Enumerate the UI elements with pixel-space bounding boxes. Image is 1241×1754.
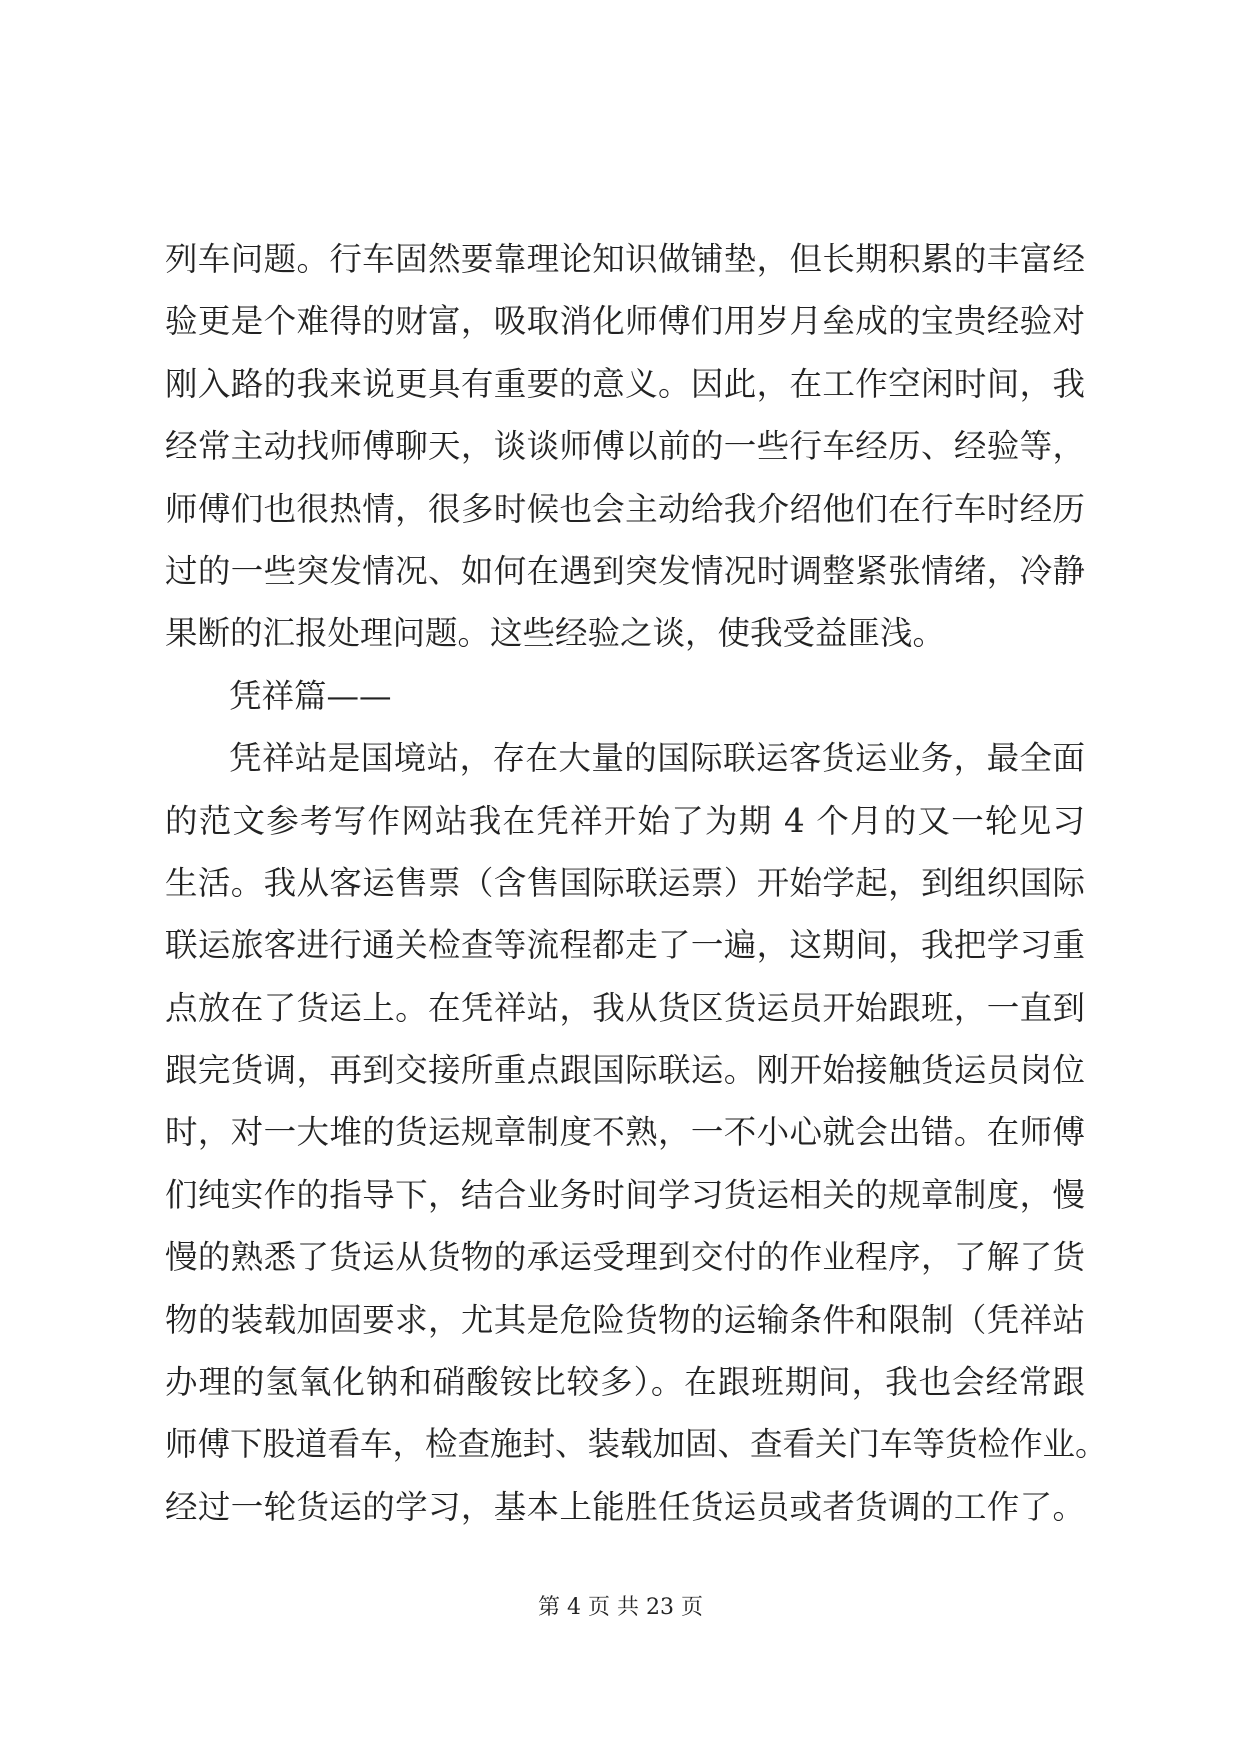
text-line: 物的装载加固要求，尤其是危险货物的运输条件和限制（凭祥站	[165, 1300, 1085, 1339]
text-line: 点放在了货运上。在凭祥站，我从货区货运员开始跟班，一直到	[165, 988, 1085, 1027]
text-line: 联运旅客进行通关检查等流程都走了一遍，这期间，我把学习重	[165, 926, 1085, 965]
text-line: 凭祥站是国境站，存在大量的国际联运客货运业务，最全面	[229, 739, 1085, 778]
text-line: 师傅们也很热情，很多时候也会主动给我介绍他们在行车时经历	[165, 489, 1085, 528]
document-body	[165, 228, 1108, 1538]
text-line: 验更是个难得的财富，吸取消化师傅们用岁月垒成的宝贵经验对	[165, 302, 1085, 341]
text-line: 列车问题。行车固然要靠理论知识做铺垫，但长期积累的丰富经	[165, 240, 1085, 278]
section-heading: 凭祥篇——	[229, 676, 392, 715]
text-line: 果断的汇报处理问题。这些经验之谈，使我受益匪浅。	[165, 614, 946, 653]
text-line: 跟完货调，再到交接所重点跟国际联运。刚开始接触货运员岗位	[165, 1051, 1085, 1090]
text-line: 刚入路的我来说更具有重要的意义。因此，在工作空闲时间，我	[165, 364, 1085, 403]
text-line: 的范文参考写作网站我在凭祥开始了为期 4 个月的又一轮见习	[165, 801, 1085, 840]
text-line: 生活。我从客运售票（含售国际联运票）开始学起，到组织国际	[165, 863, 1085, 902]
text-line: 经过一轮货运的学习，基本上能胜任货运员或者货调的工作了。	[165, 1487, 1085, 1526]
text-line: 师傅下股道看车，检查施封、装载加固、查看关门车等货检作业。	[165, 1425, 1108, 1464]
text-line: 慢的熟悉了货运从货物的承运受理到交付的作业程序，了解了货	[165, 1238, 1085, 1277]
page-footer: 第 4 页 共 23 页	[538, 1595, 703, 1620]
text-line: 办理的氢氧化钠和硝酸铵比较多）。在跟班期间，我也会经常跟	[165, 1363, 1085, 1402]
text-line: 时，对一大堆的货运规章制度不熟，一不小心就会出错。在师傅	[165, 1113, 1085, 1152]
text-line: 过的一些突发情况、如何在遇到突发情况时调整紧张情绪，冷静	[165, 551, 1085, 590]
text-line: 们纯实作的指导下，结合业务时间学习货运相关的规章制度，慢	[165, 1175, 1085, 1214]
text-line: 经常主动找师傅聊天，谈谈师傅以前的一些行车经历、经验等，	[165, 427, 1085, 466]
